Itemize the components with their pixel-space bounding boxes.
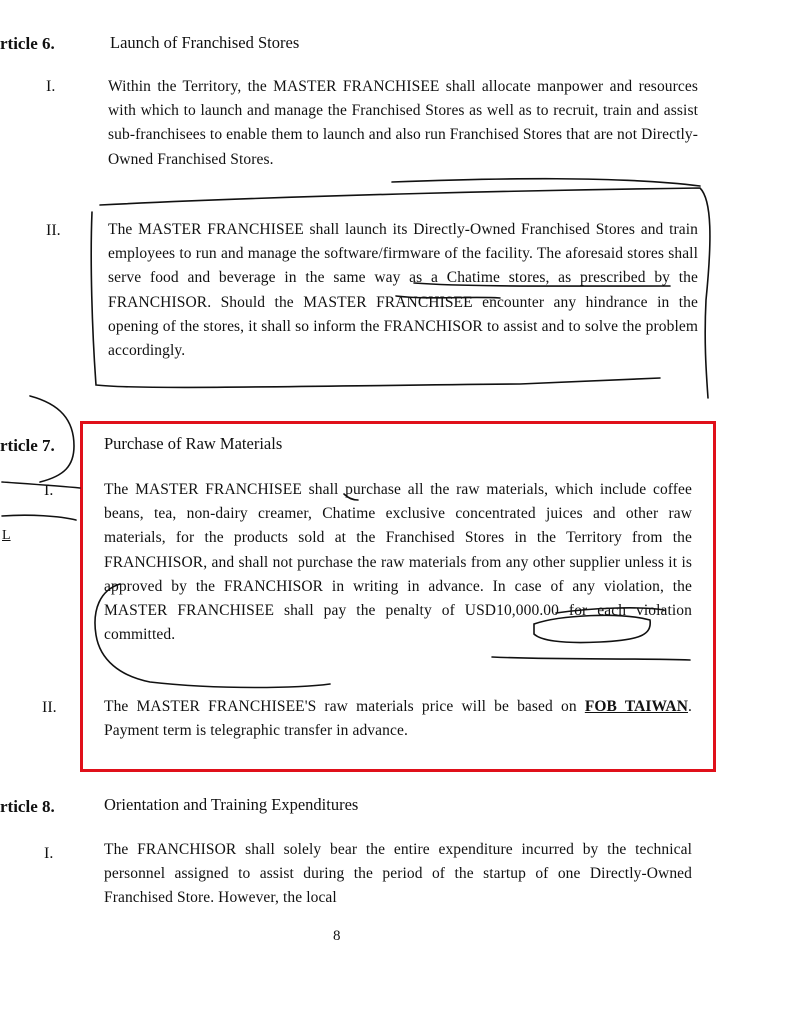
item-2-text-before: The MASTER FRANCHISEE'S raw materials price will be based on <box>104 698 585 715</box>
article-6-item-2-text: The MASTER FRANCHISEE shall launch its Directly-Owned Franchised Stores and train employees to run and manage the software/firmware of the facility. The aforesaid stores shall serve food and beverage in the same way as a Chatime stores, as prescribed by the FRANCHISOR. Should the MASTER FRANCHISEE encounter any hindrance in the opening of the stores, it shall so inform the FRANCHISOR to assist and to solve the problem accordingly. <box>108 221 698 360</box>
article-7-item-1-number: I. <box>44 482 54 499</box>
fob-taiwan-underlined: FOB TAIWAN <box>584 698 689 715</box>
article-6-item-2-number: II. <box>46 222 61 239</box>
article-8-item-1-text: The FRANCHISOR shall solely bear the entire expenditure incurred by the technical personnel assigned to assist during the period of the startup of one Directly-Owned Franchised Store. However, the local <box>104 841 692 907</box>
page-number: 8 <box>333 928 341 944</box>
article-8-label: rticle 8. <box>0 797 55 816</box>
article-8-heading: Orientation and Training Expenditures <box>104 795 359 814</box>
article-7-item-1-text: The MASTER FRANCHISEE shall purchase all the raw materials, which include coffee beans, tea, non-dairy creamer, Chatime exclusive concentrated juices and other raw materials, for the products sold at the Franchised Stores in the Territory from the FRANCHISOR, and shall not purchase the raw materials from any other supplier unless it is approved by the FRANCHISOR in writing in advance. In case of any violation, the MASTER FRANCHISEE shall pay the penalty of USD10,000.00 for each violation committed. <box>104 481 692 644</box>
item-2-text-after: . Payment term is telegraphic transfer in advance. <box>104 698 692 740</box>
article-6-item-1-number: I. <box>46 78 56 95</box>
article-7-item-2-number: II. <box>42 699 57 716</box>
article-7-label: rticle 7. <box>0 436 55 455</box>
margin-note: L <box>2 528 11 543</box>
article-6-label: rticle 6. <box>0 34 55 53</box>
article-7-heading: Purchase of Raw Materials <box>104 434 283 453</box>
article-8-item-1-number: I. <box>44 845 54 862</box>
article-6-item-1-text: Within the Territory, the MASTER FRANCHISEE shall allocate manpower and resources with which to launch and manage the Franchised Stores as well as to recruit, train and assist sub-franchisees to enable them to launch and also run Franchised Stores that are not Directly-Owned Franchised Stores. <box>108 78 698 168</box>
article-6-heading: Launch of Franchised Stores <box>110 33 300 52</box>
